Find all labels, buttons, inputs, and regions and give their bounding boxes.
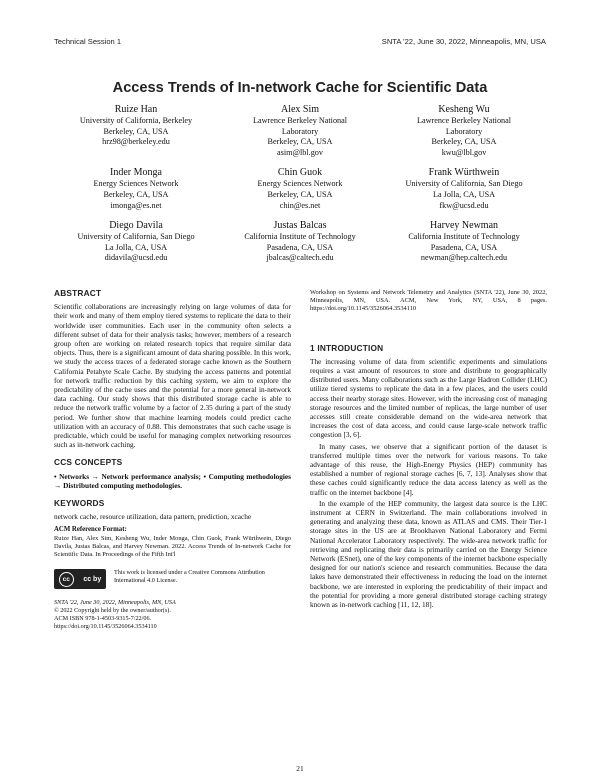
author-affiliation: California Institute of Technology <box>244 232 356 242</box>
author-email[interactable]: imonga@es.net <box>110 200 162 210</box>
author-email[interactable]: jbalcas@caltech.edu <box>266 253 334 263</box>
author-location: Berkeley, CA, USA <box>103 126 169 136</box>
abstract-heading: ABSTRACT <box>54 288 102 298</box>
author-name: Diego Davila <box>109 220 163 232</box>
author-location: Berkeley, CA, USA <box>431 137 497 147</box>
cc-circle-icon: cc <box>59 572 74 587</box>
author-location: La Jolla, CA, USA <box>432 189 496 199</box>
author <box>382 220 546 264</box>
cc-badge-label: cc by <box>83 575 102 583</box>
ccs-text: • Networks → Network performance analysis; • Computing methodologies → Distributed computing methodologies. <box>54 471 291 490</box>
author-name: Inder Monga <box>110 167 162 179</box>
author-location: La Jolla, CA, USA <box>104 242 168 252</box>
author-location: Berkeley, CA, USA <box>103 189 169 199</box>
author-email[interactable]: fkw@ucsd.edu <box>439 200 489 210</box>
author-name: Justas Balcas <box>273 220 327 232</box>
author-block <box>54 104 546 273</box>
author-email[interactable]: chin@es.net <box>279 200 321 210</box>
keywords-section <box>54 499 291 521</box>
author-affiliation: University of California, San Diego <box>77 232 195 242</box>
author <box>54 104 218 158</box>
author-name: Harvey Newman <box>429 220 499 232</box>
intro-paragraph: In the example of the HEP community, the largest data source is the LHC instrument at CERN in Switzerland. The main collaborations involved in generating and analyzing these data, known as ATLAS and CMS. Their Tier-1 storage sites in the US are at Brookhaven National Laboratory and Fermi National Accelerator Laboratory respectively. The wide-area network traffic for retrieving and replicating their data is primarily carried on the Energy Science Network (ESnet), one of the key components of the internet backbone especially designed for our nation's science and research communities. Because the data lakes have demonstrated their effectiveness in reducing the load on the internet backbone, we are interested in exploring the predictability of their impact and the potential for providing a more general distributed storage caching strategy known as in-network caching [11, 12, 18]. <box>310 498 547 610</box>
author <box>218 104 382 158</box>
author-email[interactable]: newman@hep.caltech.edu <box>420 253 508 263</box>
acm-reference <box>54 526 291 559</box>
author-email[interactable]: kwu@lbl.gov <box>441 147 487 157</box>
author-name: Frank Würthwein <box>428 167 500 179</box>
ccs-heading: CCS CONCEPTS <box>54 457 123 468</box>
author-affiliation: Energy Sciences Network <box>93 179 179 189</box>
copyright-doi[interactable]: https://doi.org/10.1145/3526064.3534110 <box>54 623 157 631</box>
author-location: Pasadena, CA, USA <box>430 242 498 252</box>
intro-paragraph: The increasing volume of data from scientific experiments and simulations requires a vast amount of resources to store and distribute to geographically distributed users. Many collaborations such as the Large Hadron Collider (LHC) utilize tiered systems to replicate the data in a few places, and the users could access their nearby storage sites. However, with the increasing cost of managing storage resources and the limited number of replicas, the large number of user accesses still create considerable demand on the wide-area network that increases the cost of data access, and could cause large-scale network traffic congestion [3, 6]. <box>310 356 547 440</box>
author-affiliation: Lawrence Berkeley National <box>252 116 348 125</box>
author-name: Alex Sim <box>280 104 320 115</box>
acm-reference-continued: Workshop on Systems and Network Telemetry and Analytics (SNTA '22), June 30, 2022, Minneapolis, MN, USA. ACM, New York, NY, USA, 8 pages. https://doi.org/10.1145/3526064.3534110 <box>310 289 547 313</box>
author <box>218 220 382 264</box>
introduction-heading: 1 INTRODUCTION <box>310 342 384 353</box>
running-header-right: SNTA '22, June 30, 2022, Minneapolis, MN, USA <box>381 37 546 46</box>
acm-reference-text: Ruize Han, Alex Sim, Kesheng Wu, Inder Monga, Chin Guok, Frank Würthwein, Diego Davila, Justas Balcas, and Harvey Newman. 2022. Access Trends of In-network Cache for Scientific Data. In Proceedings of the Fifth Int'l <box>54 534 291 559</box>
author-location: Pasadena, CA, USA <box>266 242 334 252</box>
author <box>218 167 382 211</box>
right-column <box>310 289 547 609</box>
page-number: 21 <box>296 764 304 773</box>
author-email[interactable]: didavila@ucsd.edu <box>104 253 168 263</box>
paper-title: Access Trends of In-network Cache for Scientific Data <box>112 80 488 96</box>
author-location: Berkeley, CA, USA <box>267 137 333 147</box>
license-text: This work is licensed under a Creative Commons Attribution International 4.0 License. <box>114 569 265 585</box>
author-affiliation: California Institute of Technology <box>408 232 520 242</box>
intro-paragraph: In many cases, we observe that a significant portion of the dataset is transferred multiple times over the network for various reasons. To take advantage of this reuse, the High-Energy Physics (HEP) community has established a number of regional storage caches [6, 7, 13]. Analyses show that these caches could significantly reduce the data access latency as well as the traffic on the internet backbone [4]. <box>310 441 547 497</box>
author-affiliation: University of California, Berkeley <box>79 116 193 125</box>
author-affiliation: Energy Sciences Network <box>257 179 343 189</box>
author <box>382 104 546 158</box>
running-header-left: Technical Session 1 <box>54 37 122 46</box>
author <box>382 167 546 211</box>
author-row <box>54 220 546 264</box>
author-email[interactable]: asim@lbl.gov <box>277 147 323 157</box>
author-name: Kesheng Wu <box>438 104 490 115</box>
copyright-isbn: ACM ISBN 978-1-4503-9315-7/22/06. <box>54 615 152 623</box>
license-row <box>54 569 291 589</box>
acm-reference-heading: ACM Reference Format: <box>54 526 127 534</box>
author-affiliation-cont: Laboratory <box>281 126 319 136</box>
author <box>54 167 218 211</box>
copyright-block <box>54 599 291 631</box>
author-affiliation: University of California, San Diego <box>405 179 523 189</box>
keywords-text: network cache, resource utilization, data pattern, prediction, xcache <box>54 512 252 522</box>
keywords-heading: KEYWORDS <box>54 498 105 509</box>
left-column <box>54 289 291 631</box>
author-name: Ruize Han <box>114 104 158 115</box>
author-location: Berkeley, CA, USA <box>267 189 333 199</box>
copyright-conference: SNTA '22, June 30, 2022, Minneapolis, MN, USA <box>54 599 176 607</box>
author <box>54 220 218 264</box>
author-affiliation-cont: Laboratory <box>445 126 483 136</box>
author-affiliation: Lawrence Berkeley National <box>416 116 512 125</box>
author-name: Chin Guok <box>277 167 323 179</box>
author-row <box>54 104 546 158</box>
author-row <box>54 167 546 211</box>
copyright-holder: © 2022 Copyright held by the owner/author(s). <box>54 607 171 615</box>
author-email[interactable]: hrz98@berkeley.edu <box>102 137 170 147</box>
cc-by-license-icon[interactable] <box>54 569 106 589</box>
abstract-text: Scientific collaborations are increasingly relying on large volumes of data for their work and many of them employ tiered systems to replicate the data to their worldwide user communities. Each user in the community often selects a different subset of data for their analysis tasks; however, members of a research group often are working on related research topics that require similar data objects. Thus, there is a significant amount of data sharing possible. In this work, we study the access traces of a federated storage cache known as the Southern California Petabyte Scale Cache. By studying the access patterns and potential for network traffic reduction by this caching system, we aim to explore the predictability of the cache uses and the potential for a more general in-network data caching. Our study shows that this distributed storage cache is able to reduce the network traffic volume by a factor of 2.35 during a part of the study period. We further show that machine learning models could predict cache utilization with an accuracy of 0.88. This demonstrates that such cache usage is predictable, which could be useful for managing complex networking resources such as in-network caching. <box>54 302 291 450</box>
ccs-section <box>54 458 291 490</box>
